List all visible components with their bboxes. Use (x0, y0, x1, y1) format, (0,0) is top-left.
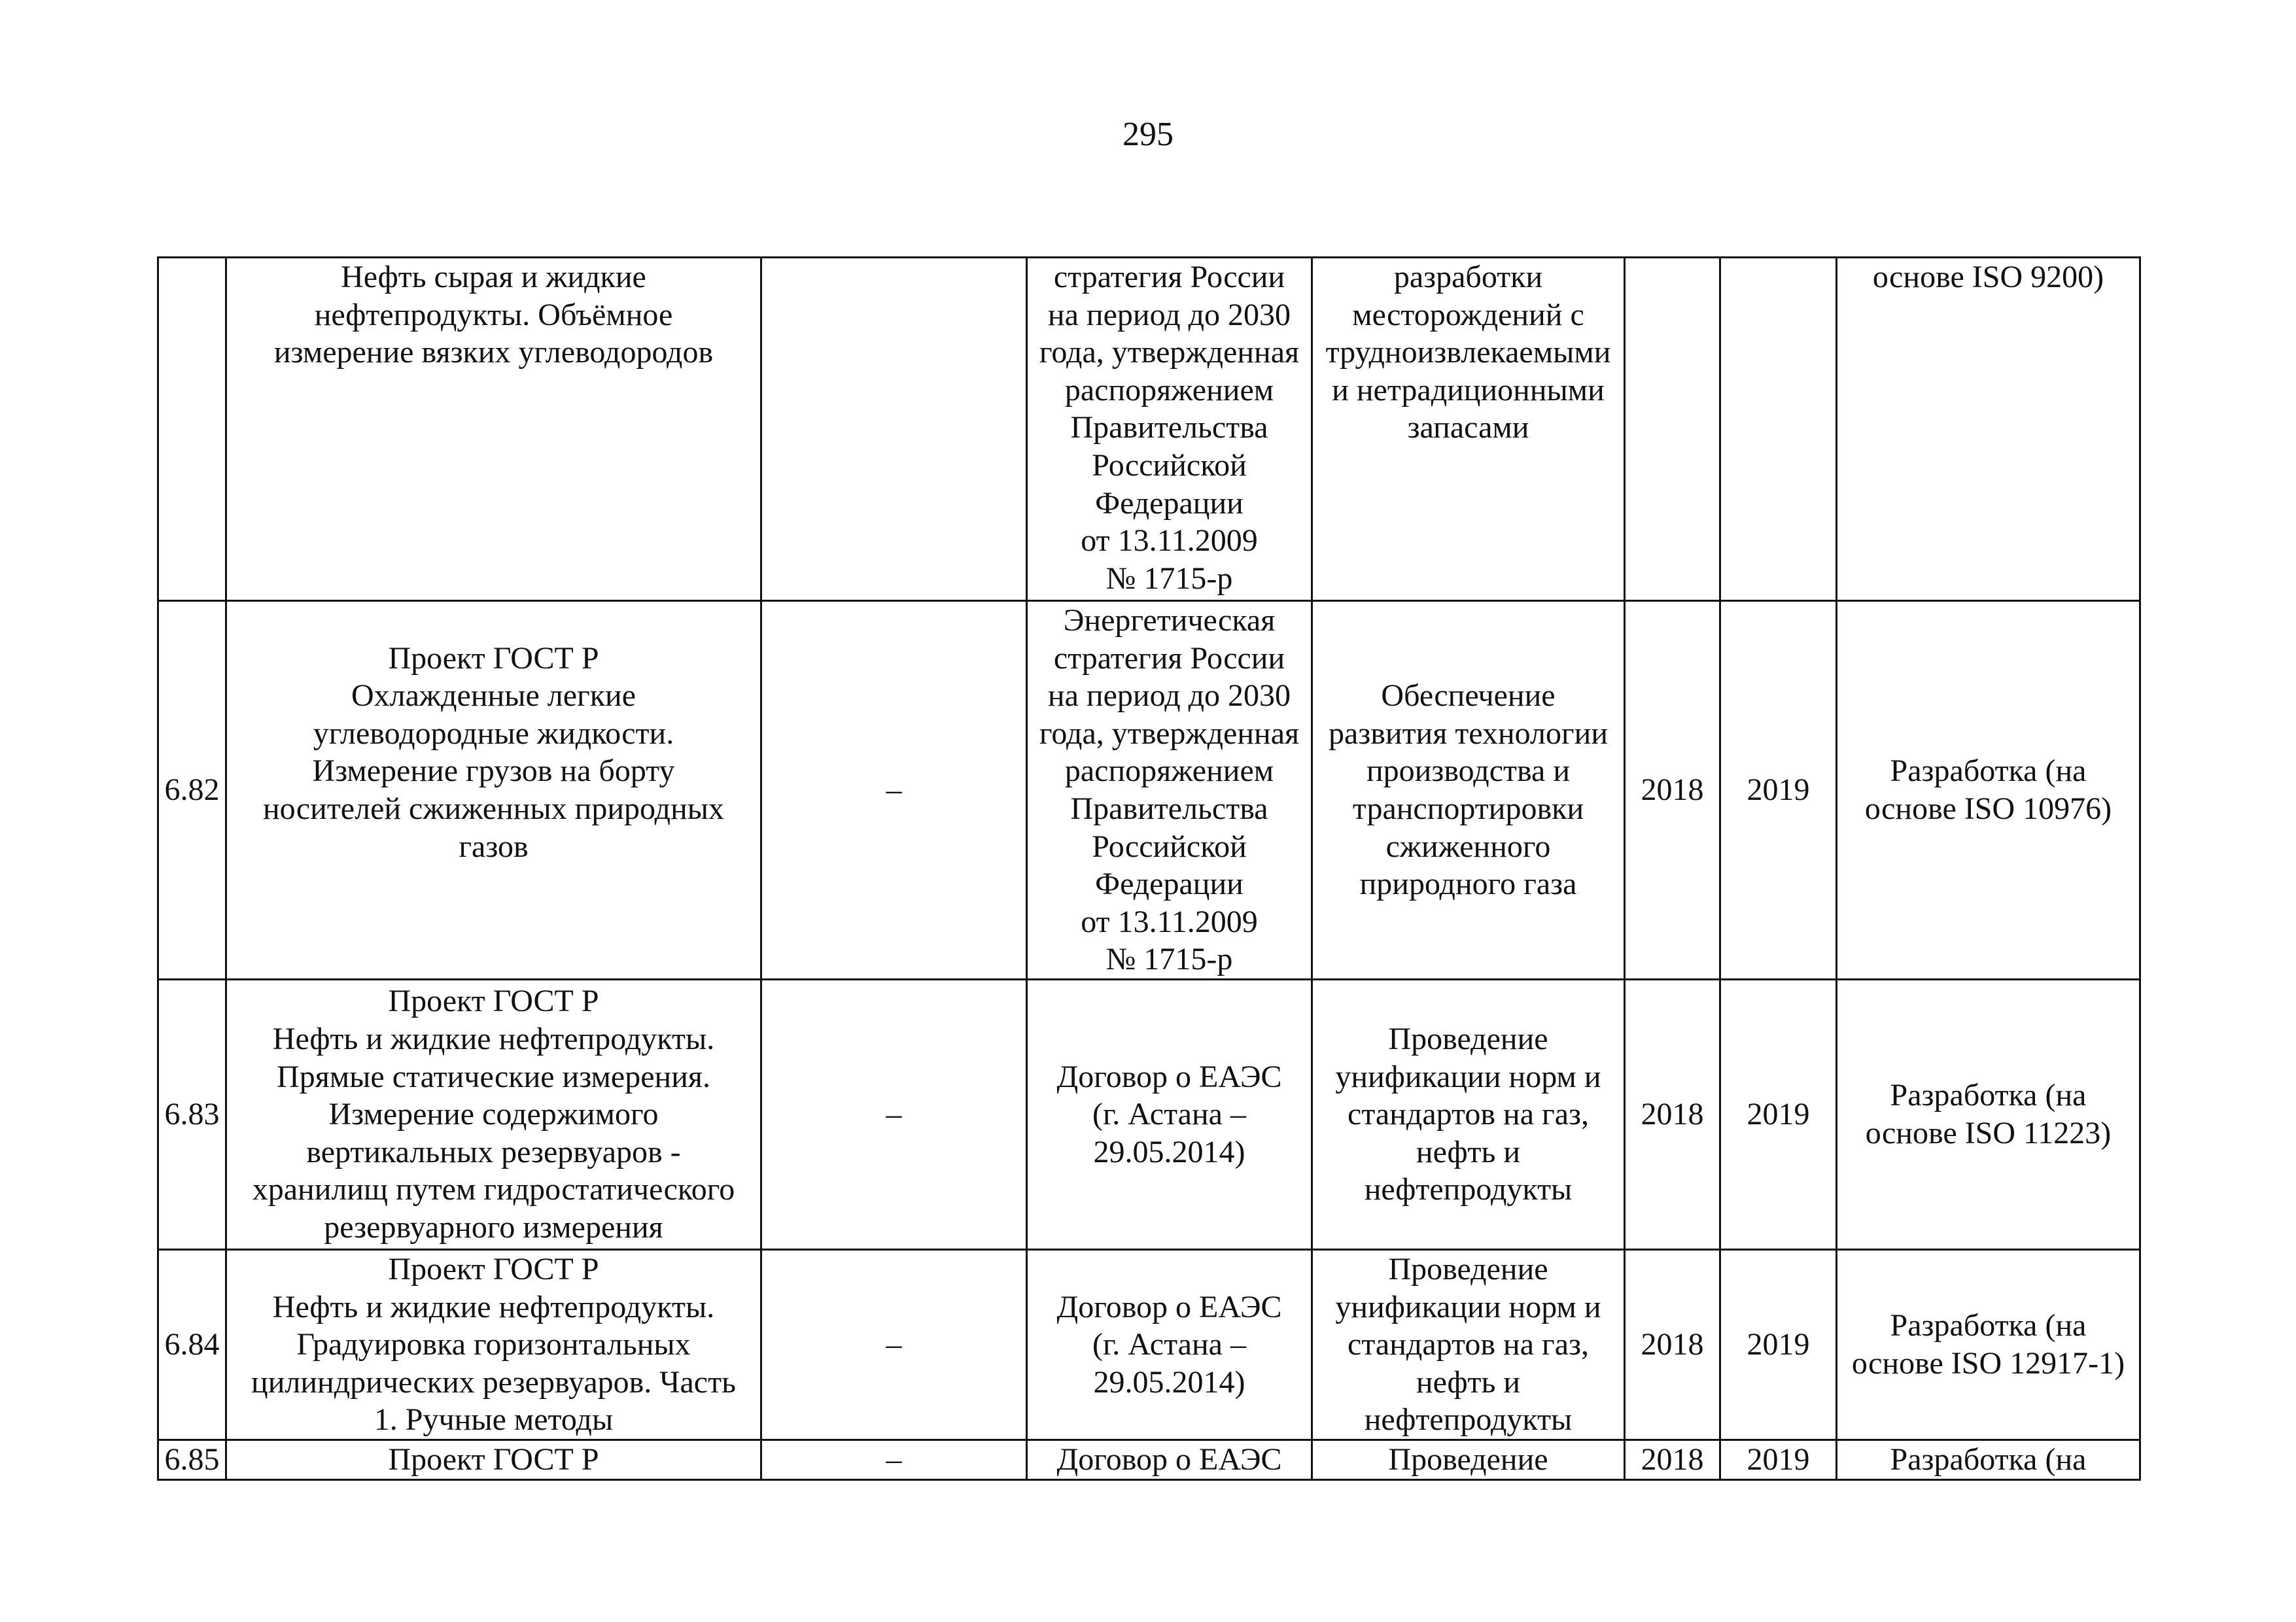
reference-cell: – (761, 980, 1027, 1250)
table-row (158, 1250, 2140, 1440)
start-year-cell: 2018 (1625, 1250, 1720, 1440)
note-cell: Разработка (на основе ISO 10976) (1837, 601, 2140, 980)
standards-plan-table (157, 256, 2141, 1481)
goal-cell: Проведение (1312, 1440, 1625, 1480)
reference-cell: – (761, 1250, 1027, 1440)
goal-cell: Проведение унификации норм и стандартов на газ, нефть и нефтепродукты (1312, 1250, 1625, 1440)
note-cell: основе ISO 9200) (1837, 258, 2140, 601)
standard-name-cell: Проект ГОСТ Р Охлажденные легкие углеводородные жидкости. Измерение грузов на борту носителей сжиженных природных газов (226, 601, 761, 980)
start-year-cell: 2018 (1625, 980, 1720, 1250)
table-row (158, 258, 2140, 601)
end-year-cell: 2019 (1720, 1250, 1837, 1440)
item-number-cell: 6.83 (158, 980, 226, 1250)
standard-name-cell: Проект ГОСТ Р Нефть и жидкие нефтепродукты. Прямые статические измерения. Измерение содержимого вертикальных резервуаров - хранилищ путем гидростатического резервуарного измерения (226, 980, 761, 1250)
item-number-cell: 6.84 (158, 1250, 226, 1440)
table-row (158, 980, 2140, 1250)
basis-document-cell: Договор о ЕАЭС (г. Астана – 29.05.2014) (1027, 980, 1312, 1250)
page-number: 295 (1122, 116, 1174, 153)
end-year-cell: 2019 (1720, 1440, 1837, 1480)
basis-document-cell: Договор о ЕАЭС (1027, 1440, 1312, 1480)
goal-cell: Обеспечение развития технологии производства и транспортировки сжиженного природного газа (1312, 601, 1625, 980)
table-row (158, 601, 2140, 980)
table-row (158, 1440, 2140, 1480)
reference-cell (761, 258, 1027, 601)
item-number-cell (158, 258, 226, 601)
start-year-cell: 2018 (1625, 1440, 1720, 1480)
note-cell: Разработка (на основе ISO 12917-1) (1837, 1250, 2140, 1440)
end-year-cell: 2019 (1720, 980, 1837, 1250)
reference-cell: – (761, 601, 1027, 980)
end-year-cell (1720, 258, 1837, 601)
goal-cell: Проведение унификации норм и стандартов на газ, нефть и нефтепродукты (1312, 980, 1625, 1250)
standard-name-cell: Проект ГОСТ Р (226, 1440, 761, 1480)
note-cell: Разработка (на (1837, 1440, 2140, 1480)
end-year-cell: 2019 (1720, 601, 1837, 980)
goal-cell: разработки месторождений с трудноизвлекаемыми и нетрадиционными запасами (1312, 258, 1625, 601)
note-cell: Разработка (на основе ISO 11223) (1837, 980, 2140, 1250)
start-year-cell: 2018 (1625, 601, 1720, 980)
basis-document-cell: стратегия России на период до 2030 года, утвержденная распоряжением Правительства Российской Федерации от 13.11.2009 № 1715-р (1027, 258, 1312, 601)
start-year-cell (1625, 258, 1720, 601)
basis-document-cell: Договор о ЕАЭС (г. Астана – 29.05.2014) (1027, 1250, 1312, 1440)
standard-name-cell: Нефть сырая и жидкие нефтепродукты. Объёмное измерение вязких углеводородов (226, 258, 761, 601)
item-number-cell: 6.82 (158, 601, 226, 980)
item-number-cell: 6.85 (158, 1440, 226, 1480)
standard-name-cell: Проект ГОСТ Р Нефть и жидкие нефтепродукты. Градуировка горизонтальных цилиндрических резервуаров. Часть 1. Ручные методы (226, 1250, 761, 1440)
reference-cell: – (761, 1440, 1027, 1480)
basis-document-cell: Энергетическая стратегия России на период до 2030 года, утвержденная распоряжением Правительства Российской Федерации от 13.11.2009 № 1715-р (1027, 601, 1312, 980)
